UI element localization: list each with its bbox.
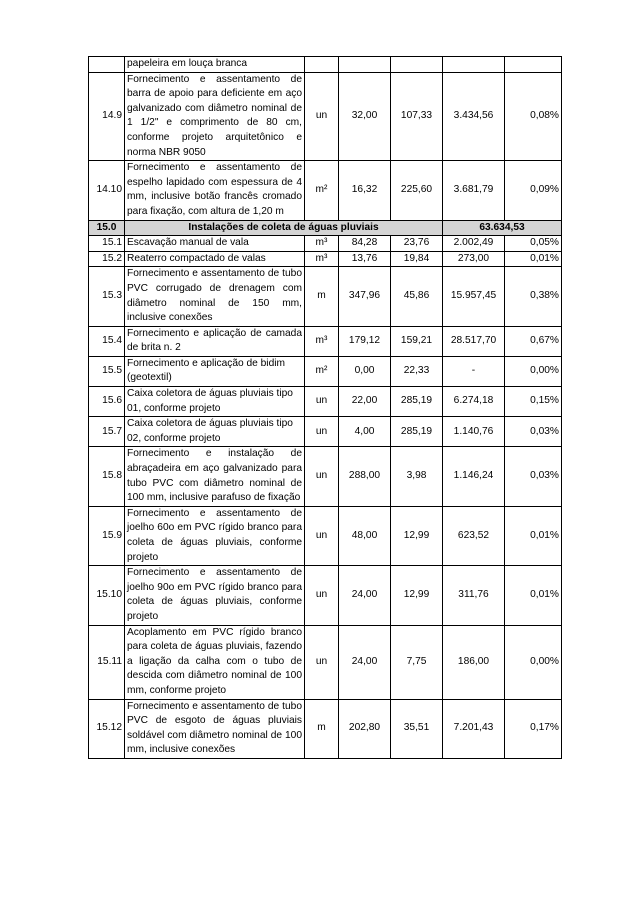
item-total-cell: 3.681,79 [443,161,505,220]
item-description-cell: Fornecimento e aplicação de camada de brita n. 2 [125,326,305,356]
item-unit-price-cell [391,57,443,73]
item-unit-cell: m³ [305,251,339,267]
item-quantity-cell: 48,00 [339,506,391,565]
item-description-cell: Fornecimento e assentamento de espelho lapidado com espessura de 4 mm, inclusive botão francês cromado para fixação, com altura de 1,20 m [125,161,305,220]
item-quantity-cell: 16,32 [339,161,391,220]
item-unit-price-cell: 22,33 [391,356,443,386]
item-percent-cell: 0,15% [505,387,562,417]
item-unit-cell: m [305,267,339,326]
section-title: Instalações de coleta de águas pluviais [125,220,443,236]
item-description-cell: papeleira em louça branca [125,57,305,73]
item-percent-cell: 0,38% [505,267,562,326]
item-description-cell: Fornecimento e assentamento de barra de apoio para deficiente em aço galvanizado com diâmetro nominal de 1 1/2" e comprimento de 80 cm, conforme projeto arquitetônico e norma NBR 9050 [125,72,305,161]
item-unit-price-cell: 35,51 [391,699,443,758]
item-total-cell: 311,76 [443,566,505,625]
item-unit-price-cell: 12,99 [391,506,443,565]
item-code-cell: 15.11 [89,625,125,699]
item-percent-cell: 0,08% [505,72,562,161]
item-unit-cell: un [305,72,339,161]
table-row [89,566,562,625]
item-percent-cell: 0,01% [505,506,562,565]
item-unit-cell: m² [305,356,339,386]
item-code-cell: 15.3 [89,267,125,326]
item-unit-price-cell: 225,60 [391,161,443,220]
item-code-cell: 15.4 [89,326,125,356]
table-row [89,57,562,73]
item-quantity-cell [339,57,391,73]
item-unit-cell: m³ [305,326,339,356]
item-code-cell: 14.10 [89,161,125,220]
table-row [89,72,562,161]
item-quantity-cell: 347,96 [339,267,391,326]
item-unit-price-cell: 3,98 [391,447,443,506]
item-description-cell: Fornecimento e assentamento de joelho 90o em PVC rígido branco para coleta de águas pluviais, conforme projeto [125,566,305,625]
item-total-cell [443,57,505,73]
item-total-cell: 273,00 [443,251,505,267]
item-percent-cell: 0,05% [505,236,562,252]
item-total-cell: 28.517,70 [443,326,505,356]
item-code-cell: 15.1 [89,236,125,252]
table-row [89,417,562,447]
item-quantity-cell: 202,80 [339,699,391,758]
item-total-cell: 1.146,24 [443,447,505,506]
item-total-cell: 1.140,76 [443,417,505,447]
table-row [89,699,562,758]
item-percent-cell: 0,01% [505,251,562,267]
item-unit-cell: un [305,625,339,699]
item-unit-cell: un [305,566,339,625]
item-percent-cell: 0,00% [505,356,562,386]
item-code-cell: 15.5 [89,356,125,386]
table-row [89,506,562,565]
item-quantity-cell: 0,00 [339,356,391,386]
item-total-cell: 3.434,56 [443,72,505,161]
item-description-cell: Acoplamento em PVC rígido branco para coleta de águas pluviais, fazendo a ligação da calha com o tubo de descida com diâmetro nominal de 100 mm, conforme projeto [125,625,305,699]
item-quantity-cell: 22,00 [339,387,391,417]
section-header-row [89,220,562,236]
item-description-cell: Fornecimento e assentamento de tubo PVC corrugado de drenagem com diâmetro nominal de 150 mm, inclusive conexões [125,267,305,326]
item-unit-price-cell: 285,19 [391,387,443,417]
item-code-cell: 15.6 [89,387,125,417]
item-description-cell: Caixa coletora de águas pluviais tipo 01, conforme projeto [125,387,305,417]
item-unit-cell [305,57,339,73]
item-quantity-cell: 4,00 [339,417,391,447]
item-percent-cell: 0,00% [505,625,562,699]
section-code: 15.0 [89,220,125,236]
item-description-cell: Fornecimento e instalação de abraçadeira em aço galvanizado para tubo PVC com diâmetro nominal de 100 mm, inclusive parafuso de fixação [125,447,305,506]
item-total-cell: 623,52 [443,506,505,565]
item-code-cell: 15.8 [89,447,125,506]
table-row [89,326,562,356]
table-row [89,251,562,267]
item-description-cell: Fornecimento e assentamento de tubo PVC de esgoto de águas pluviais soldável com diâmetro nominal de 100 mm, inclusive conexões [125,699,305,758]
table-row [89,447,562,506]
item-description-cell: Caixa coletora de águas pluviais tipo 02, conforme projeto [125,417,305,447]
item-unit-price-cell: 23,76 [391,236,443,252]
table-row [89,356,562,386]
item-percent-cell [505,57,562,73]
item-quantity-cell: 32,00 [339,72,391,161]
item-unit-cell: m³ [305,236,339,252]
item-code-cell: 15.12 [89,699,125,758]
table-row [89,236,562,252]
table-row [89,387,562,417]
item-unit-price-cell: 45,86 [391,267,443,326]
item-description-cell: Fornecimento e assentamento de joelho 60o em PVC rígido branco para coleta de águas pluviais, conforme projeto [125,506,305,565]
table-row [89,625,562,699]
item-percent-cell: 0,09% [505,161,562,220]
item-unit-price-cell: 159,21 [391,326,443,356]
item-percent-cell: 0,03% [505,447,562,506]
item-unit-cell: un [305,506,339,565]
item-code-cell: 15.7 [89,417,125,447]
item-percent-cell: 0,67% [505,326,562,356]
item-code-cell [89,57,125,73]
section-total: 63.634,53 [443,220,562,236]
item-total-cell: 6.274,18 [443,387,505,417]
item-quantity-cell: 13,76 [339,251,391,267]
item-percent-cell: 0,03% [505,417,562,447]
item-code-cell: 15.10 [89,566,125,625]
item-description-cell: Reaterro compactado de valas [125,251,305,267]
table-row [89,161,562,220]
item-unit-cell: m² [305,161,339,220]
item-unit-price-cell: 285,19 [391,417,443,447]
item-code-cell: 14.9 [89,72,125,161]
item-quantity-cell: 84,28 [339,236,391,252]
item-quantity-cell: 288,00 [339,447,391,506]
item-total-cell: 2.002,49 [443,236,505,252]
item-unit-price-cell: 7,75 [391,625,443,699]
item-unit-price-cell: 19,84 [391,251,443,267]
item-total-cell: 15.957,45 [443,267,505,326]
item-code-cell: 15.2 [89,251,125,267]
item-quantity-cell: 24,00 [339,566,391,625]
item-unit-cell: un [305,387,339,417]
item-unit-price-cell: 12,99 [391,566,443,625]
budget-table [88,56,562,759]
table-row [89,267,562,326]
item-quantity-cell: 24,00 [339,625,391,699]
item-unit-cell: m [305,699,339,758]
item-total-cell: - [443,356,505,386]
item-percent-cell: 0,01% [505,566,562,625]
item-total-cell: 186,00 [443,625,505,699]
item-code-cell: 15.9 [89,506,125,565]
item-quantity-cell: 179,12 [339,326,391,356]
item-description-cell: Fornecimento e aplicação de bidim (geotextil) [125,356,305,386]
item-total-cell: 7.201,43 [443,699,505,758]
item-unit-price-cell: 107,33 [391,72,443,161]
item-unit-cell: un [305,417,339,447]
item-description-cell: Escavação manual de vala [125,236,305,252]
item-unit-cell: un [305,447,339,506]
item-percent-cell: 0,17% [505,699,562,758]
